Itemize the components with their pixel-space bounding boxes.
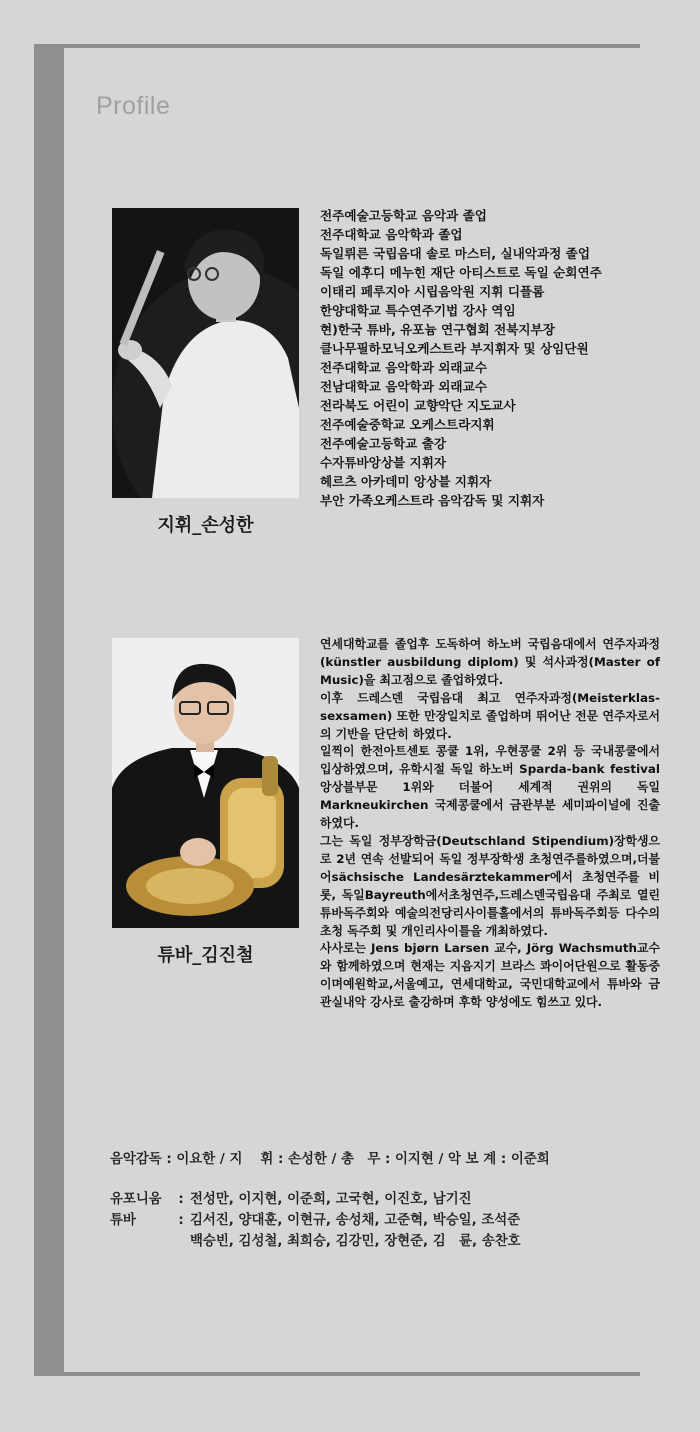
career-item: 전주대학교 음악학과 외래교수 — [320, 360, 487, 375]
tuba-row-continued — [110, 1231, 521, 1252]
career-item: 이태리 페루지아 시립음악원 지휘 디플롬 — [320, 284, 545, 299]
bio-paragraph: 연세대학교를 졸업후 도독하여 하노버 국립음대에서 연주자과정(künstler ausbildung diplom) 및 석사과정(Master of Music)을 최고점으로 졸업하였다. — [320, 637, 660, 687]
career-item: 수자튜바앙상블 지휘자 — [320, 455, 447, 470]
staff-credits: 음악감독 : 이요한 / 지 휘 : 손성한 / 총 무 : 이지현 / 악 보 계 : 이준희 — [110, 1152, 550, 1167]
tuba-row: 튜바 : 김서진, 양대훈, 이현규, 송성채, 고준혁, 박승일, 조석준 — [110, 1210, 521, 1231]
career-item: 클나무필하모닉오케스트라 부지휘자 및 상임단원 — [320, 341, 589, 356]
tuba-label: 튜바 — [110, 1213, 136, 1228]
euphonium-names: 전성만, 이지현, 이준희, 고국현, 이진호, 남기진 — [190, 1192, 472, 1207]
tuba-names: 김서진, 양대훈, 이현규, 송성채, 고준혁, 박승일, 조석준 — [190, 1213, 521, 1228]
career-item: 전주대학교 음악학과 졸업 — [320, 227, 463, 242]
conductor-photo — [112, 208, 299, 498]
career-item: 독일뤼른 국립음대 솔로 마스터, 실내악과정 졸업 — [320, 246, 591, 261]
tubist-bio — [320, 636, 660, 1012]
tubist-photo — [112, 638, 299, 928]
bio-paragraph: 그는 독일 정부장학금(Deutschland Stipendium)장학생으로 2년 연속 선발되어 독일 정부장학생 초청연주를하였으며,더불어sächsische Landesärztekammer에서 초청연주를 비롯, 독일Bayreuth에서초청연주,드레스덴국립음대 주최로 열린 튜바독주회와 예술의전당리사이틀홀에서의 튜바독주회등 다수의초청 독주회 및 개인리사이틀을 개최하였다. — [320, 833, 660, 938]
bio-paragraph: 사사로는 Jens bjørn Larsen 교수, Jörg Wachsmuth교수와 함께하였으며 현재는 지음지기 브라스 콰이어단원으로 활동중이며예원학교,서울예고, 연세대학교, 국민대학교에서 튜바와 금관실내악 강사로 출강하며 후학 양성에도 힘쓰고 있다. — [320, 941, 660, 1010]
career-item: 전주예술고등학교 음악과 졸업 — [320, 208, 487, 223]
career-item: 부안 가족오케스트라 음악감독 및 지휘자 — [320, 493, 545, 508]
conductor-caption: 지휘_손성한 — [157, 515, 254, 536]
career-item: 헤르츠 아카데미 앙상블 지휘자 — [320, 474, 492, 489]
bio-paragraph: 이후 드레스덴 국립음대 최고 연주자과정(Meisterklas-sexsamen) 또한 만장일치로 졸업하며 뛰어난 전문 연주자로서의 기반을 단단히 하였다. — [320, 690, 660, 741]
bio-paragraph: 일찍이 한전아트센토 콩쿨 1위, 우현콩쿨 2위 등 국내콩쿨에서 입상하였으며, 유학시절 독일 하노버 Sparda-bank festival 앙상블부문 1위와 더불어 세계적 권위의 독일 Markneukirchen 국제콩쿨에서 금관부분 세미파이널에 진출하였다. — [320, 744, 660, 831]
tuba-names: 백승빈, 김성철, 최희승, 김강민, 장현준, 김 륜, 송찬호 — [190, 1234, 521, 1249]
career-item: 전주예술중학교 오케스트라지휘 — [320, 417, 495, 432]
career-item: 전주예술고등학교 출강 — [320, 436, 447, 451]
career-item: 독일 에후디 메누힌 재단 아티스트로 독일 순회연주 — [320, 265, 602, 280]
frame-left-bar — [34, 44, 64, 1376]
tubist-caption: 튜바_김진철 — [157, 945, 254, 966]
euphonium-label: 유포니움 — [110, 1192, 162, 1207]
page-title: Profile — [96, 92, 171, 120]
career-item: 전남대학교 음악학과 외래교수 — [320, 379, 487, 394]
euphonium-row: 유포니움 : 전성만, 이지현, 이준희, 고국현, 이진호, 남기진 — [110, 1189, 521, 1210]
conductor-career-list — [320, 206, 602, 510]
career-item: 현)한국 튜바, 유포늄 연구협회 전북지부장 — [320, 322, 555, 337]
frame-bottom-bar — [34, 1372, 640, 1376]
members-list — [110, 1189, 521, 1252]
career-item: 한양대학교 특수연주기법 강사 역임 — [320, 303, 516, 318]
career-item: 전라북도 어린이 교향악단 지도교사 — [320, 398, 516, 413]
